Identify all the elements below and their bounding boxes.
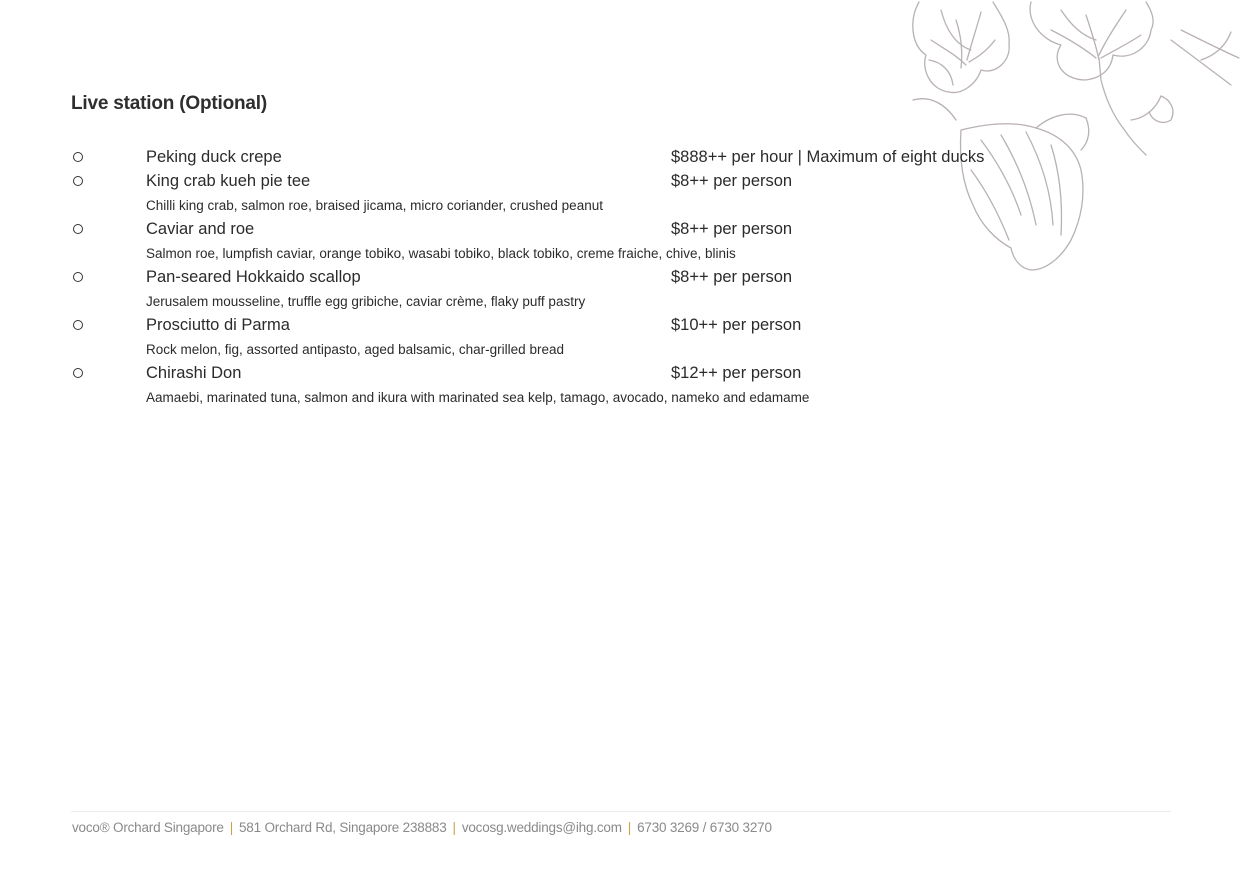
footer-email[interactable]: vocosg.weddings@ihg.com [461, 820, 622, 835]
item-name: King crab kueh pie tee [146, 172, 311, 190]
footer-phone: 6730 3269 / 6730 3270 [637, 820, 772, 835]
radio-button[interactable] [73, 152, 83, 162]
menu-item-prosciutto [71, 314, 1071, 362]
footer [72, 820, 772, 835]
item-name: Prosciutto di Parma [146, 316, 290, 334]
menu-item-chirashi [71, 362, 1071, 410]
radio-button[interactable] [73, 224, 83, 234]
menu-item-peking-duck [71, 146, 1071, 170]
menu-item-scallop [71, 266, 1071, 314]
item-name: Chirashi Don [146, 364, 242, 382]
footer-separator: | [452, 820, 456, 835]
radio-button[interactable] [73, 176, 83, 186]
item-price: $12++ per person [671, 364, 802, 382]
radio-button[interactable] [73, 368, 83, 378]
item-description: Aamaebi, marinated tuna, salmon and ikura with marinated sea kelp, tamago, avocado, nameko and edamame [146, 390, 810, 405]
item-price: $8++ per person [671, 220, 793, 238]
item-price: $888++ per hour | Maximum of eight ducks [671, 148, 985, 166]
footer-address: 581 Orchard Rd, Singapore 238883 [239, 820, 447, 835]
item-name: Caviar and roe [146, 220, 255, 238]
item-price: $10++ per person [671, 316, 802, 334]
item-description: Salmon roe, lumpfish caviar, orange tobiko, wasabi tobiko, black tobiko, creme fraiche, chive, blinis [146, 246, 736, 261]
section-title: Live station (Optional) [71, 93, 267, 114]
footer-separator: | [229, 820, 233, 835]
item-price: $8++ per person [671, 172, 793, 190]
item-name: Peking duck crepe [146, 148, 282, 166]
item-description: Rock melon, fig, assorted antipasto, aged balsamic, char-grilled bread [146, 342, 564, 357]
item-description: Chilli king crab, salmon roe, braised jicama, micro coriander, crushed peanut [146, 198, 603, 213]
footer-divider [71, 811, 1171, 812]
radio-button[interactable] [73, 272, 83, 282]
item-description: Jerusalem mousseline, truffle egg gribiche, caviar crème, flaky puff pastry [146, 294, 586, 309]
radio-button[interactable] [73, 320, 83, 330]
item-price: $8++ per person [671, 268, 793, 286]
menu-item-king-crab [71, 170, 1071, 218]
item-name: Pan-seared Hokkaido scallop [146, 268, 361, 286]
menu-list [71, 146, 1071, 410]
menu-item-caviar [71, 218, 1071, 266]
footer-venue: voco® Orchard Singapore [72, 820, 224, 835]
footer-separator: | [627, 820, 632, 835]
